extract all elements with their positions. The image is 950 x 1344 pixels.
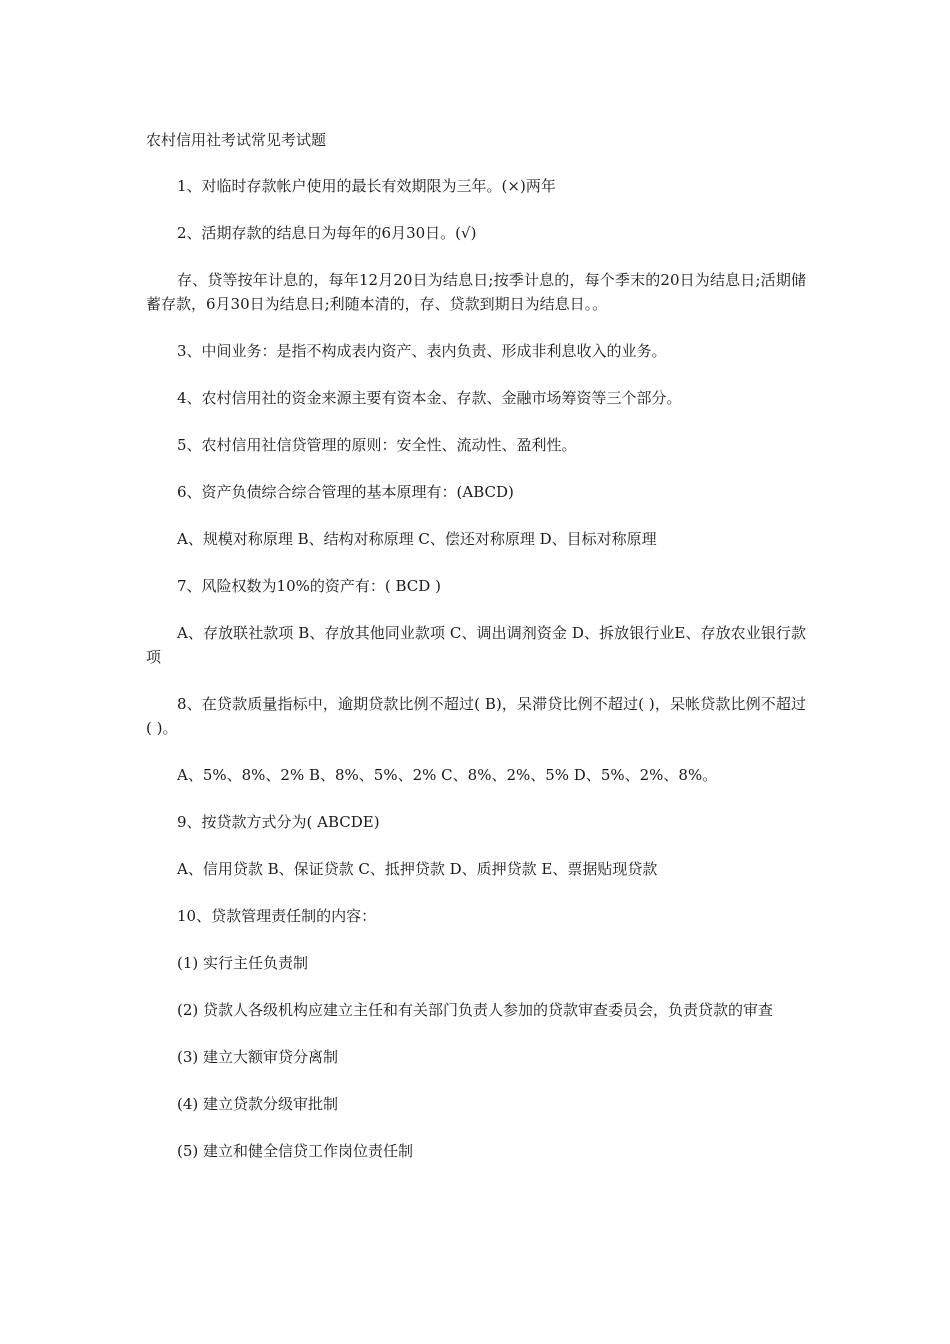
paragraph-q1: 1、对临时存款帐户使用的最长有效期限为三年。(×)两年 <box>177 177 556 195</box>
paragraph-q10-item-2: (2) 贷款人各级机构应建立主任和有关部门负责人参加的贷款审查委员会，负责贷款的审查 <box>177 1001 774 1019</box>
paragraph-q10-item-3: (3) 建立大额审贷分离制 <box>177 1048 339 1066</box>
paragraph-q10-item-5: (5) 建立和健全信贷工作岗位责任制 <box>177 1142 414 1160</box>
paragraph-q7-options: A、存放联社款项 B、存放其他同业款项 C、调出调剂资金 D、拆放银行业E、存放农业银行款项 <box>146 624 806 666</box>
paragraph-q9-options: A、信用贷款 B、保证贷款 C、抵押贷款 D、质押贷款 E、票据贴现贷款 <box>177 860 658 878</box>
paragraph-q8-options: A、5%、8%、2% B、8%、5%、2% C、8%、2%、5% D、5%、2%、8%。 <box>177 766 718 784</box>
paragraph-q3: 3、中间业务：是指不构成表内资产、表内负责、形成非利息收入的业务。 <box>177 342 667 360</box>
paragraph-q10: 10、贷款管理责任制的内容： <box>177 907 377 925</box>
paragraph-q8: 8、在贷款质量指标中，逾期贷款比例不超过( B)，呆滞贷比例不超过( )，呆帐贷款比例不超过( )。 <box>146 695 806 737</box>
paragraph-q7: 7、风险权数为10%的资产有：( BCD ) <box>177 577 441 595</box>
paragraph-q10-item-4: (4) 建立贷款分级审批制 <box>177 1095 339 1113</box>
document-body <box>146 128 806 1186</box>
paragraph-q6-options: A、规模对称原理 B、结构对称原理 C、偿还对称原理 D、目标对称原理 <box>177 530 657 548</box>
paragraph-q2: 2、活期存款的结息日为每年的6月30日。(√) <box>177 224 477 242</box>
paragraph-q10-item-1: (1) 实行主任负责制 <box>177 954 309 972</box>
document-title: 农村信用社考试常见考试题 <box>146 131 327 149</box>
paragraph-q4: 4、农村信用社的资金来源主要有资本金、存款、金融市场筹资等三个部分。 <box>177 389 682 407</box>
paragraph-q9: 9、按贷款方式分为( ABCDE) <box>177 813 380 831</box>
paragraph-q2-explanation: 存、贷等按年计息的，每年12月20日为结息日;按季计息的，每个季末的20日为结息日;活期储蓄存款，6月30日为结息日;利随本清的，存、贷款到期日为结息日。。 <box>146 271 806 313</box>
paragraph-q5: 5、农村信用社信贷管理的原则：安全性、流动性、盈利性。 <box>177 436 577 454</box>
paragraph-q6: 6、资产负债综合综合管理的基本原理有：(ABCD) <box>177 483 514 501</box>
